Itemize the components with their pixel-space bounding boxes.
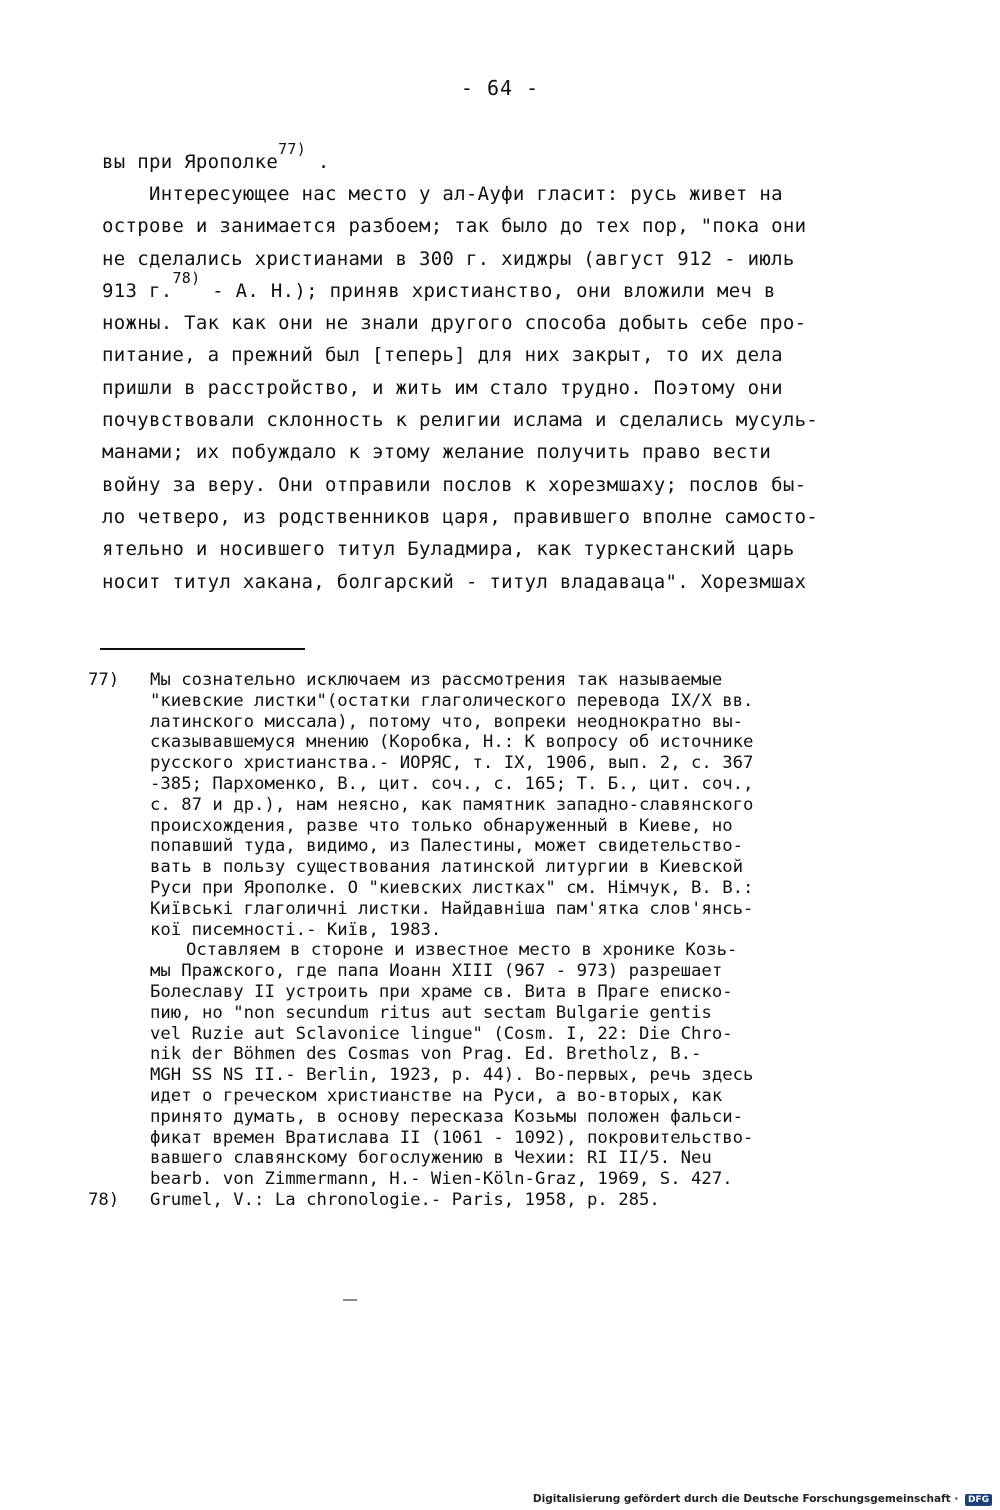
footnote-77-line: кої писемності.- Київ, 1983. (150, 919, 442, 940)
text-line: манами; их побуждало к этому желание получить право вести (102, 441, 772, 464)
footnote-77-line: русского христианства.- ИОРЯС, т. IX, 1906, вып. 2, с. 367 (150, 753, 754, 774)
footnote-78-text: Grumel, V.: La chronologie.- Paris, 1958, p. 285. (150, 1189, 660, 1210)
text-line-content: 913 г. (102, 279, 173, 302)
footnote-77-para2-line: Оставляем в стороне и известное место в хронике Козь- (186, 940, 738, 961)
footnote-77-line: "киевские листки"(остатки глаголического перевода IX/X вв. (150, 690, 754, 711)
scan-mark (343, 1299, 357, 1301)
text-line-tail: - А. Н.); приняв христианство, они вложили меч в (200, 279, 776, 302)
footnote-77-para2-line: мы Пражского, где папа Иоанн XIII (967 - 973) разрешает (150, 961, 723, 982)
footnote-ref-77: 77) (278, 140, 307, 158)
footnote-77-line: вать в пользу существования латинской литургии в Киевской (150, 857, 744, 878)
footnote-ref-78: 78) (172, 268, 201, 287)
dfg-logo-icon: DFG (965, 1494, 992, 1506)
footnote-77-para2-line: bearb. von Zimmermann, H.- Wien-Köln-Graz, 1969, S. 427. (150, 1169, 733, 1190)
footnote-77-para2-line: MGH SS NS II.- Berlin, 1923, p. 44). Во-первых, речь здесь (150, 1065, 754, 1086)
text-line: не сделались христианами в 300 г. хиджры (август 912 - июль (102, 247, 795, 270)
text-line: питание, а прежний был [теперь] для них закрыт, то их дела (102, 344, 783, 367)
footnote-77-para2-line: nik der Böhmen des Cosmas von Prag. Ed. Bretholz, B.- (150, 1044, 702, 1065)
text-line: войну за веру. Они отправили послов к хорезмшаху; послов бы- (102, 473, 807, 496)
footnote-77-para2-line: фикат времен Вратислава II (1061 - 1092), покровительство- (150, 1127, 754, 1148)
footnote-separator (100, 648, 305, 650)
footnote-77-line: -385; Пархоменко, В., цит. соч., с. 165; Т. Б., цит. соч., (150, 773, 754, 794)
text-line: носит титул хакана, болгарский - титул владаваца". Хорезмшах (102, 570, 807, 593)
text-line: ятельно и носившего титул Буладмира, как туркестанский царь (102, 538, 795, 561)
footnote-77-line: сказывавшемуся мнению (Коробка, Н.: К вопросу об источнике (150, 732, 754, 753)
text-line: острове и занимается разбоем; так было до тех пор, "пока они (102, 215, 807, 238)
text-line (102, 138, 882, 178)
page-number: - 64 - (460, 76, 540, 100)
footnote-77-line: Київські глаголичні листки. Найдавніша пам'ятка слов'янсь- (150, 898, 754, 919)
main-text (102, 138, 882, 598)
footnote-77-line (88, 670, 908, 691)
footnote-78-number: 78) (88, 1189, 120, 1210)
footnote-77-para2-line: принято думать, в основу пересказа Козьмы положен фальси- (150, 1106, 744, 1127)
footnote-77-para2-line: идет о греческом христианстве на Руси, а во-вторых, как (150, 1085, 723, 1106)
text-line: ло четверо, из родственников царя, правившего вполне самосто- (102, 505, 819, 528)
digitization-credit: Digitalisierung gefördert durch die Deutsche Forschungsgemeinschaft · DFG (533, 1493, 992, 1506)
footnote-77-text: Мы сознательно исключаем из рассмотрения так называемые (150, 670, 723, 690)
footnote-77-line: с. 87 и др.), нам неясно, как памятник западно-славянского (150, 794, 754, 815)
footnote-77-para2-line: Болеславу II устроить при храме св. Вита в Праге еписко- (150, 981, 733, 1002)
credit-text: Digitalisierung gefördert durch die Deutsche Forschungsgemeinschaft (532, 1493, 951, 1505)
text-line: почувствовали склонность к религии ислама и сделались мусуль- (102, 409, 819, 432)
footnote-77-line: Руси при Ярополке. О "киевских листках" см. Німчук, В. В.: (150, 877, 754, 898)
text-line-tail: . (306, 151, 330, 173)
text-line: пришли в расстройство, и жить им стало трудно. Поэтому они (102, 376, 783, 399)
footnote-77-number: 77) (88, 670, 120, 690)
text-line (102, 268, 882, 307)
text-line-content: вы при Ярополке (102, 151, 279, 173)
footnotes (88, 670, 908, 1211)
text-line: ножны. Так как они не знали другого способа добыть себе про- (102, 312, 807, 335)
text-line: Интересующее нас место у ал-Ауфи гласит: русь живет на (102, 183, 783, 205)
footnote-78-line (88, 1190, 908, 1211)
footnote-77-para2-line: vel Ruzie aut Sclavonice lingue" (Cosm. I, 22: Die Chro- (150, 1023, 733, 1044)
footnote-77-line: латинского миссала), потому что, вопреки неоднократно вы- (150, 711, 744, 732)
footnote-77-line: происхождения, разве что только обнаруженный в Киеве, но (150, 815, 733, 836)
footnote-77-line: попавший туда, видимо, из Палестины, может свидетельство- (150, 836, 744, 857)
footnote-77-para2-line: пию, но "non secundum ritus aut sectam Bulgarie gentis (150, 1002, 712, 1023)
footnote-77-para2-line: вавшего славянскому богослужению в Чехии: RI II/5. Neu (150, 1148, 712, 1169)
